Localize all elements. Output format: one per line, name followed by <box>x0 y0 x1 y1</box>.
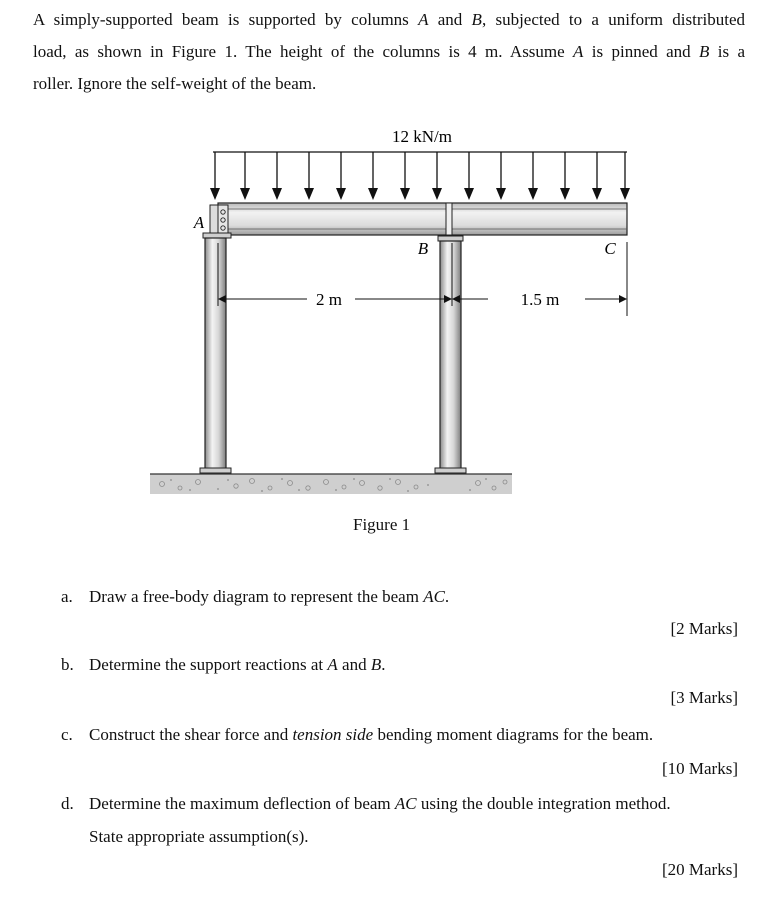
marks-b: [3 Marks] <box>670 688 738 707</box>
question-label: c. <box>61 725 73 744</box>
intro-line-2: load, as shown in Figure 1. The height of the columns is 4 m. Assume A is pinned and B is a <box>33 42 745 61</box>
load-label: 12 kN/m <box>392 127 452 146</box>
pin-support-A <box>203 205 231 238</box>
marks-a: [2 Marks] <box>670 619 738 638</box>
column-B <box>435 236 466 473</box>
intro-line-3: roller. Ignore the self-weight of the beam. <box>33 74 317 93</box>
distributed-load <box>210 152 630 200</box>
question-d: d. Determine the maximum deflection of beam AC using the double integration method. <box>61 794 671 813</box>
question-label: d. <box>61 794 74 813</box>
ground <box>150 474 512 494</box>
figure-caption: Figure 1 <box>353 515 411 534</box>
question-label: a. <box>61 587 73 606</box>
label-B: B <box>417 239 429 258</box>
question-label: b. <box>61 655 74 674</box>
dimension-BC-label: 1.5 m <box>520 290 560 309</box>
question-b: b. Determine the support reactions at A and B. <box>61 655 386 674</box>
question-a: a. Draw a free-body diagram to represent the beam AC. <box>61 587 450 606</box>
question-c: c. Construct the shear force and tension side bending moment diagrams for the beam. <box>61 725 654 744</box>
label-A: A <box>193 213 205 232</box>
intro-line-1: A simply-supported beam is supported by columns A and B, subjected to a uniform distributed <box>33 10 746 29</box>
dimension-AB-label: 2 m <box>316 290 342 309</box>
marks-c: [10 Marks] <box>661 759 738 778</box>
beam-AC <box>218 203 627 235</box>
marks-d: [20 Marks] <box>661 860 738 879</box>
column-A <box>200 238 231 473</box>
question-d-line-2: State appropriate assumption(s). <box>89 827 309 846</box>
label-C: C <box>604 239 616 258</box>
